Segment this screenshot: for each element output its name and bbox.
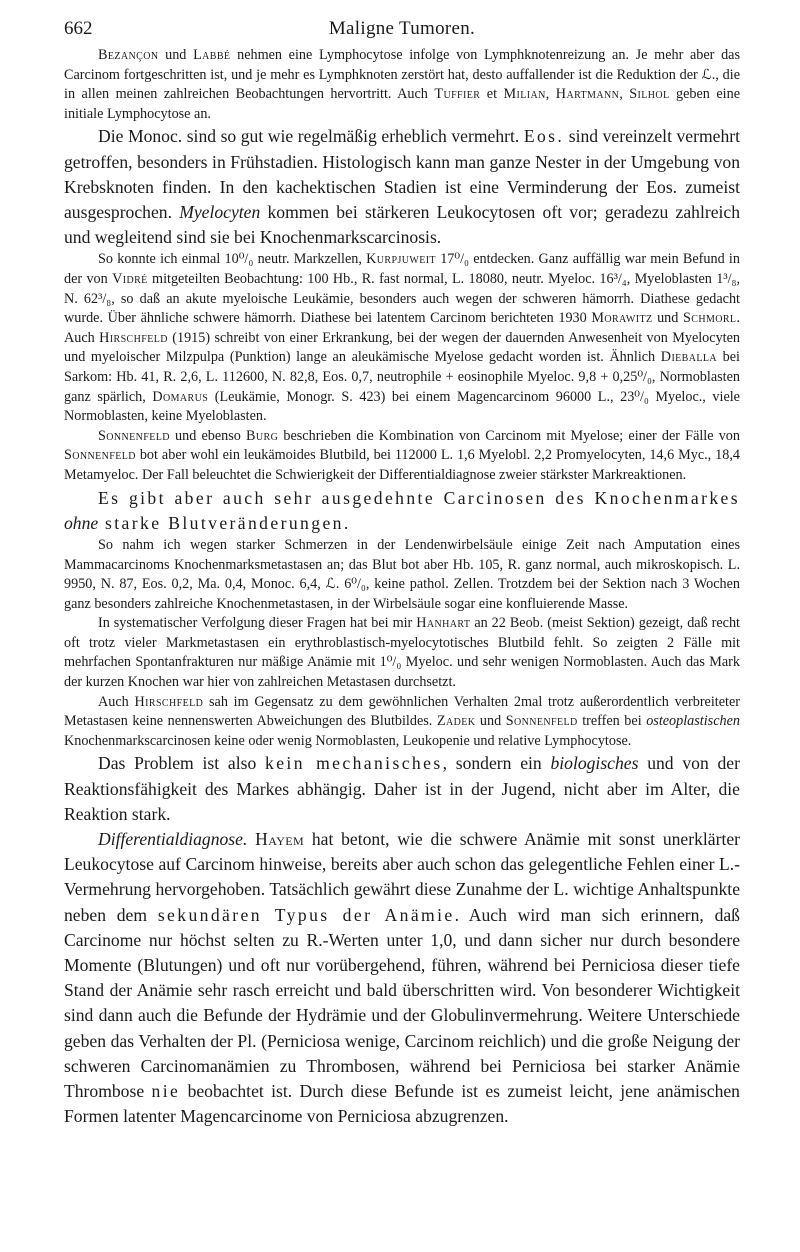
paragraph	[64, 124, 740, 250]
author-name: Bezançon	[98, 47, 159, 63]
body-text	[64, 46, 740, 1130]
paragraph	[64, 693, 740, 752]
italic-emphasis: ohne	[64, 512, 99, 533]
author-name: Hirschfeld	[99, 329, 168, 346]
author-name: Zadek	[436, 713, 476, 730]
text-run: ,	[619, 86, 630, 103]
text-run: 17⁰/₀ entdecken. Ganz auffällig war mein Befund in der von	[64, 251, 740, 287]
paragraph	[64, 486, 740, 536]
text-run: und	[652, 310, 683, 327]
italic-emphasis: Myelocyten	[179, 201, 261, 222]
text-run: sah im Gegensatz zu dem gewöhnlichen Verhalten 2mal trotz außerordentlich verbreiteter Metastasen keine nennenswerten Abweichungen des Blutbildes.	[64, 693, 740, 730]
text-run: Das Problem ist also	[98, 753, 266, 774]
text-run: treffen bei	[577, 713, 647, 730]
spaced-emphasis: kein mechanisches	[265, 753, 443, 774]
page-number: 662	[64, 18, 93, 39]
author-name: Milian	[503, 86, 546, 103]
text-run: und ebenso	[169, 427, 247, 444]
paragraph	[64, 250, 740, 426]
author-name: Kurpjuweit	[366, 251, 436, 268]
text-run: bei Sarkom: Hb. 41, R. 2,6, L. 112600, N. 82,8, Eos. 0,7, neutrophile + eosinophile Myeloc. 9,8 + 0,25⁰/₀, Normoblasten ganz spärlich,	[64, 349, 740, 405]
spaced-emphasis: Eos.	[523, 126, 565, 147]
author-name: Schmorl	[682, 310, 737, 327]
text-run: und	[475, 713, 506, 730]
author-name: Sonnenfeld	[505, 713, 578, 730]
author-name: Labbé	[193, 47, 231, 63]
text-run: nehmen eine Lymphocytose infolge von Lymphknotenreizung an. Je mehr aber das Carcinom fortgeschritten ist, und je mehr es Lymphknoten zerstört hat, desto auffallender ist die Reduktion der ℒ., die in allen meinen zahlreichen Beobachtungen hervortritt. Auch	[64, 47, 740, 103]
paragraph	[64, 427, 740, 486]
author-name: Sonnenfeld	[98, 427, 170, 444]
author-name: Tuffier	[434, 86, 481, 103]
paragraph	[64, 536, 740, 614]
spaced-emphasis: nie	[151, 1081, 181, 1102]
text-run: So konnte ich einmal 10⁰/₀ neutr. Markzellen,	[98, 251, 367, 268]
text-run: et	[480, 86, 504, 103]
text-run: geben eine initiale Lymphocytose an.	[64, 86, 740, 122]
text-run: . Auch	[64, 310, 740, 346]
author-name: Silhol	[629, 86, 670, 103]
author-name: Hayem	[255, 829, 305, 850]
spaced-emphasis: sekundären Typus der Anämie	[157, 904, 455, 925]
author-name: Hanhart	[416, 615, 471, 632]
author-name: Sonnenfeld	[64, 447, 136, 464]
paragraph	[64, 827, 740, 1129]
spaced-emphasis: Es gibt aber auch sehr ausgedehnte Carcinosen des Knochenmarkes	[98, 487, 740, 508]
author-name: Morawitz	[591, 310, 653, 327]
text-run: Auch	[98, 693, 135, 710]
author-name: Vidré	[112, 270, 148, 287]
page-header	[64, 18, 740, 46]
text-run: In systematischer Verfolgung dieser Fragen hat bei mir	[98, 615, 417, 632]
spaced-emphasis: starke Blutveränderungen.	[98, 512, 351, 533]
author-name: Hartmann	[555, 86, 620, 103]
text-run: mitgeteilten Beobachtung: 100 Hb., R. fast normal, L. 18080, neutr. Myeloc. 16³/₄, Myeloblasten 1³/₈, N. 62³/₈, so daß an akute myeloische Leukämie, besonders auch wegen der schweren hämorrh. Diathese gedacht wurde. Über ähnliche schwere hämorrh. Diathese bei latentem Carcinom berichteten 1930	[64, 270, 741, 327]
text-run: hat betont, wie die schwere Anämie mit sonst unerklärter Leukocytose auf Carcinom hinweise, bereits aber auch schon das gelegentliche Fehlen einer L.-Vermehrung hervorgehoben. Tatsächlich gewährt diese Zunahme der L. wichtige Anhaltspunkte neben dem	[64, 829, 740, 925]
text-run: an 22 Beob. (meist Sektion) gezeigt, daß recht oft trotz vieler Markmetastasen ein erythroblastisch-myelocytotisches Blutbild fehlt. So zeigten 2 Fälle mit mehrfachen Spontanfrakturen nur mäßige Anämie mit 1⁰/₀ Myeloc. und sehr wenigen Normoblasten. Auch das Mark der kurzen Knochen war hier von zahlreichen Metastasen durchsetzt.	[64, 615, 740, 691]
text-run: kommen bei stärkeren Leukocytosen oft vor; geradezu zahlreich und wegleitend sind sie bei Knochenmarkscarcinosis.	[64, 201, 741, 248]
text-run: , sondern ein	[442, 753, 551, 774]
author-name: Hirschfeld	[134, 693, 204, 710]
text-run: (Leukämie, Monogr. S. 423) bei einem Magencarcinom 96000 L., 23⁰/₀ Myeloc., viele Normoblasten, keine Myeloblasten.	[64, 388, 740, 425]
author-name: Dieballa	[660, 349, 718, 366]
paragraph	[64, 614, 740, 692]
text-run: So nahm ich wegen starker Schmerzen in der Lendenwirbelsäule einige Zeit nach Amputation eines Mammacarcinoms Knochenmarksmetastasen an; das Blut bot aber Hb. 105, R. ganz normal, auch mikroskopisch. L. 9950, N. 87, Eos. 0,2, Ma. 0,4, Monoc. 6,4, ℒ. 6⁰/₀, keine pathol. Zellen. Trotzdem bei der Sektion nach 3 Wochen ganz besonders zahlreiche Knochenmetastasen, in der Wirbelsäule sogar eine konfluierende Masse.	[64, 536, 740, 612]
italic-emphasis: biologisches	[550, 753, 639, 774]
text-run: beobachtet ist. Durch diese Befunde ist es zumeist leicht, jene anämischen Formen latenter Magencarcinome von Perniciosa abzugrenzen.	[64, 1081, 740, 1127]
text-run: und von der Reaktionsfähigkeit des Markes abhängig. Daher ist in der Jugend, nicht aber im Alter, die Reaktion stark.	[64, 753, 740, 824]
text-run: . Auch wird man sich erinnern, daß Carcinome nur höchst selten zu R.-Werten unter 1,0, und dann sicher nur durch besondere Momente (Blutungen) und oft nur vorübergehend, führen, während bei Perniciosa dieser tiefe Stand der Anämie sehr rasch erreicht und bald überschritten wird. Von besonderer Wichtigkeit sind dann auch die Befunde der Hydrämie und der Globulinvermehrung. Weitere Unterschiede geben das Verhalten der Pl. (Perniciosa wenige, Carcinom reichlich) und die große Neigung der schweren Carcinomanämien zu Thrombosen, während bei Perniciosa bei starker Anämie Thrombose	[64, 904, 740, 1102]
text-run: ,	[545, 86, 556, 103]
text-run: beschrieben die Kombination von Carcinom mit Myelose; einer der Fälle von	[278, 427, 740, 444]
author-name: Burg	[246, 427, 279, 444]
running-title: Maligne Tumoren.	[328, 18, 476, 39]
text-run: (1915) schreibt von einer Erkrankung, bei der wegen der dauernden Anwesenheit von Myelocyten und myeloischer Milzpulpa (Punktion) lange an aleukämische Myelose gedacht worden ist. Ähnlich	[64, 329, 740, 366]
text-run: Knochenmarkscarcinosen keine oder wenig Normoblasten, Leukopenie und relative Lymphocytose.	[64, 732, 632, 749]
author-name: Domarus	[152, 388, 209, 405]
paragraph	[64, 751, 740, 827]
text-run	[247, 829, 255, 849]
italic-emphasis: osteoplastischen	[646, 713, 740, 730]
text-run: bot aber wohl ein leukämoides Blutbild, bei 112000 L. 1,6 Myelobl. 2,2 Promyelocyten, 14,6 Myc., 18,4 Metamyeloc. Der Fall beleuchtet die Schwierigkeit der Differentialdiagnose zweier stärkster Markreaktionen.	[64, 447, 740, 483]
text-run: sind vereinzelt vermehrt getroffen, besonders in Frühstadien. Histologisch kann man ganze Nester in der Umgebung von Krebsknoten finden. In den kachektischen Stadien ist eine Verminderung der Eos. zumeist ausgesprochen.	[64, 126, 740, 222]
italic-emphasis: Differentialdiagnose.	[98, 829, 248, 850]
paragraph	[64, 46, 740, 124]
text-run: Die Monoc. sind so gut wie regelmäßig erheblich vermehrt.	[98, 126, 524, 147]
text-run: und	[158, 47, 194, 63]
